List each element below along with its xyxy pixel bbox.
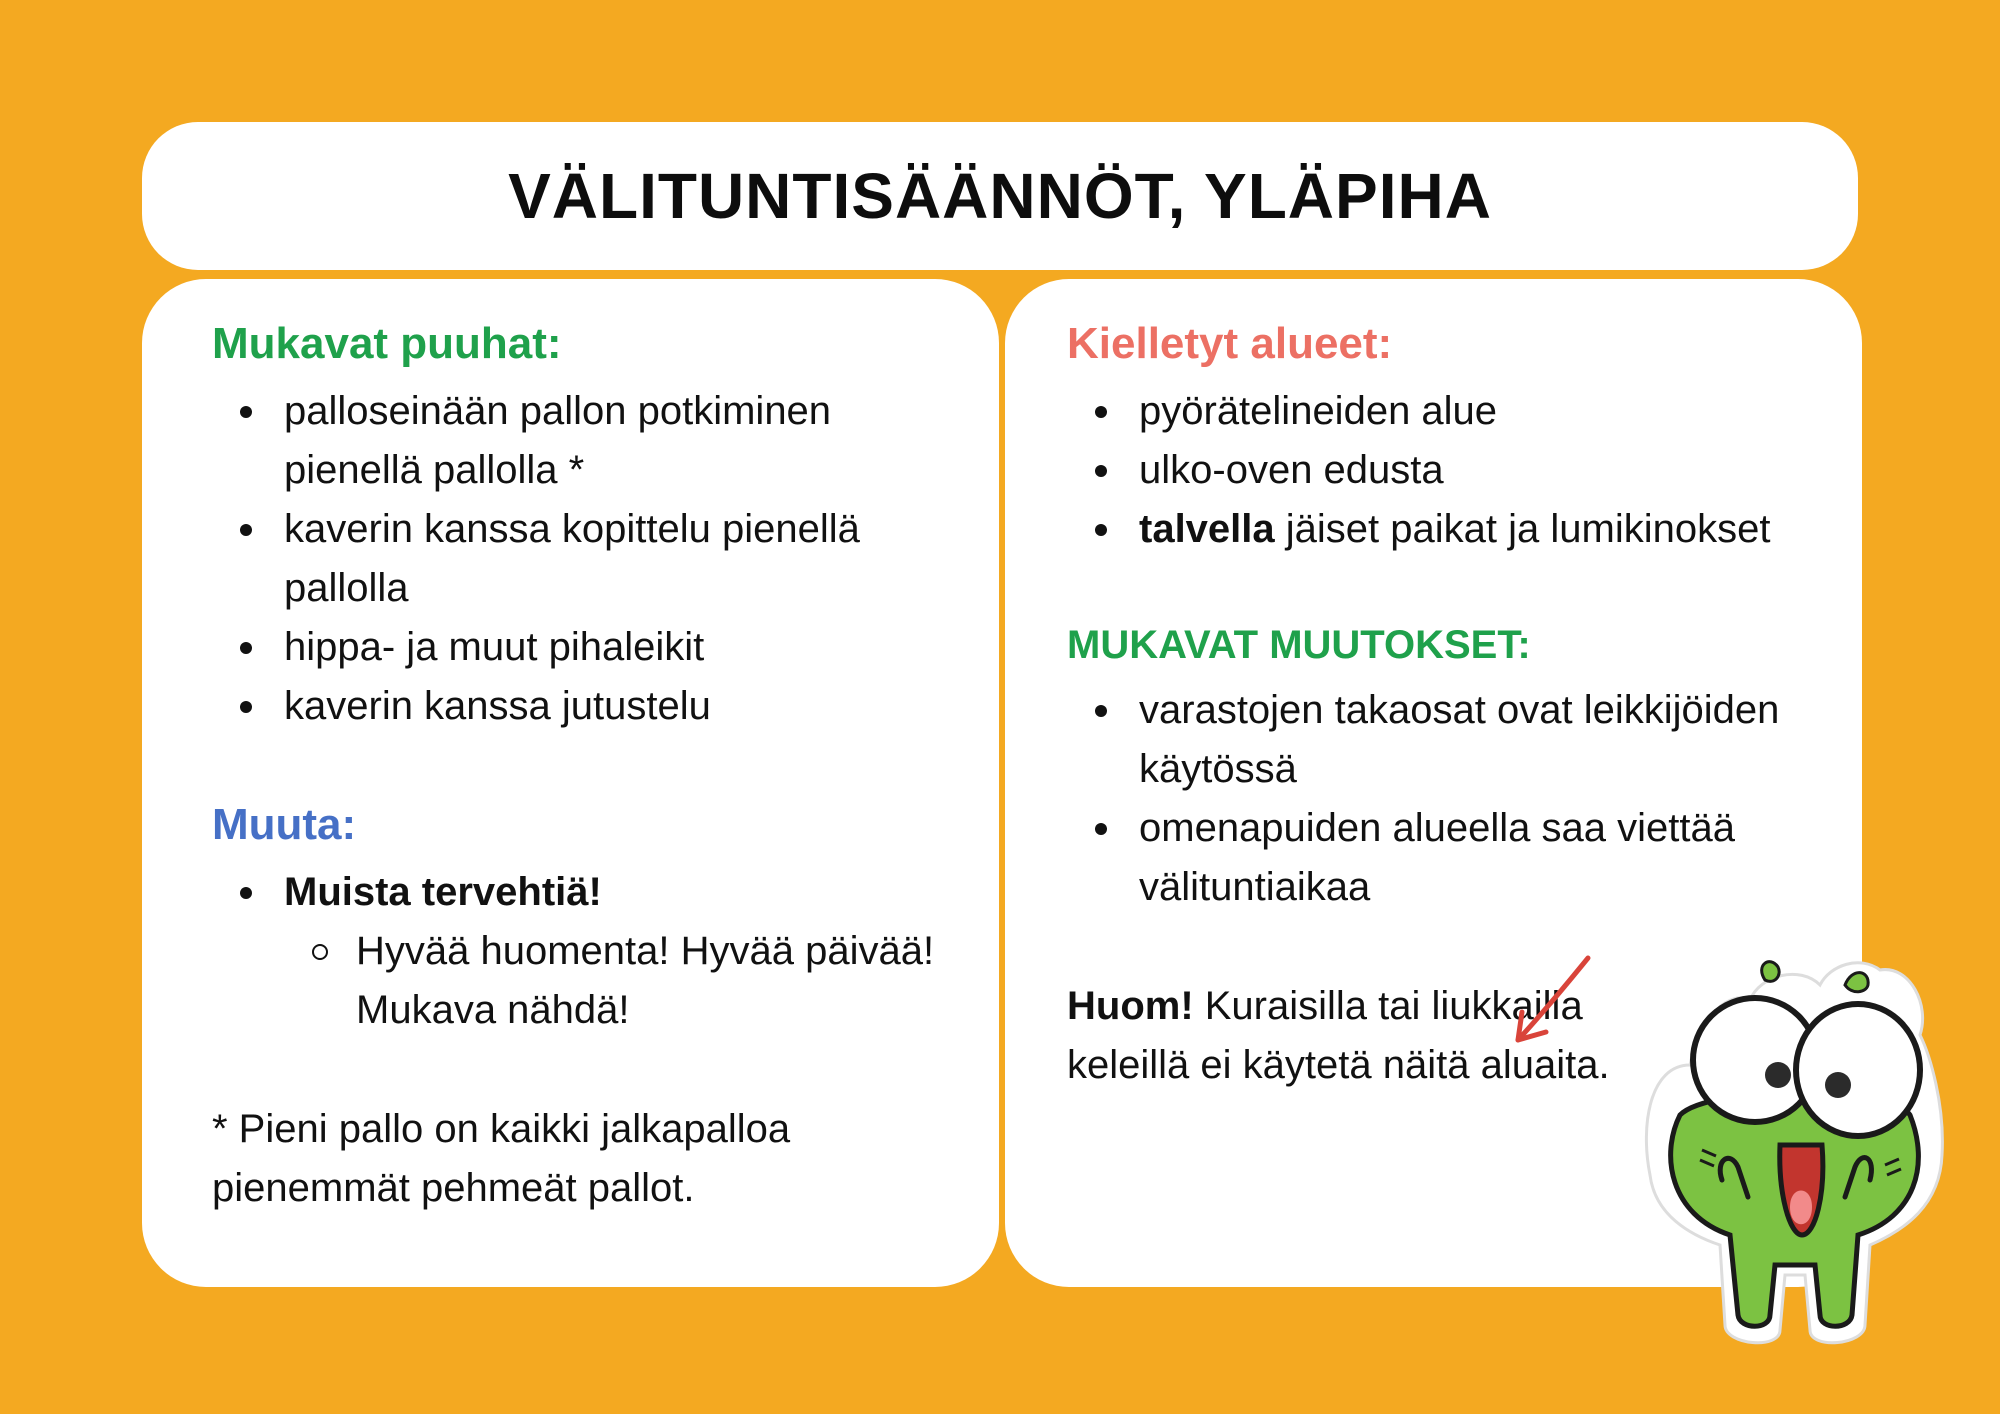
list-item: Hyvää huomenta! Hyvää päivää! Mukava nähdä! <box>356 922 939 1040</box>
list-item: kaverin kanssa jutustelu <box>284 677 939 736</box>
other-heading: Muuta: <box>212 800 357 850</box>
frog-character-icon <box>1630 945 1960 1355</box>
list-item: pyörätelineiden alue <box>1139 382 1802 441</box>
list-item: omenapuiden alueella saa viettää välituntiaikaa <box>1139 799 1802 917</box>
list-item: palloseinään pallon potkiminen pienellä pallolla * <box>284 382 939 500</box>
footnote: * Pieni pallo on kaikki jalkapalloa pienemmät pehmeät pallot. <box>212 1107 791 1211</box>
list-item: varastojen takaosat ovat leikkijöiden käytössä <box>1139 681 1802 799</box>
left-card <box>142 279 999 1287</box>
forbidden-heading: Kielletyt alueet: <box>1067 319 1393 368</box>
list-item: kaverin kanssa kopittelu pienellä pallolla <box>284 500 939 618</box>
other-list <box>212 863 939 1040</box>
list-item <box>1139 500 1802 559</box>
changes-list <box>1067 681 1802 917</box>
list-item: ulko-oven edusta <box>1139 441 1802 500</box>
list-item: hippa- ja muut pihaleikit <box>284 618 939 677</box>
title-banner <box>142 122 1858 270</box>
greeting-rule: Muista tervehtiä! <box>284 870 602 915</box>
winter-text: jäiset paikat ja lumikinokset <box>1274 507 1771 552</box>
fun-heading: Mukavat puuhat: <box>212 319 562 368</box>
page-title: VÄLITUNTISÄÄNNÖT, YLÄPIHA <box>508 160 1492 232</box>
fun-list <box>212 382 939 736</box>
note-text: Kuraisilla tai liukkailla keleillä ei käytetä näitä aluaita. <box>1067 984 1610 1088</box>
forbidden-list <box>1067 382 1802 559</box>
sub-list <box>284 922 939 1040</box>
winter-label: talvella <box>1139 507 1275 552</box>
list-item <box>284 863 939 1040</box>
note-label: Huom! <box>1067 984 1194 1029</box>
arrow-icon <box>1500 950 1600 1050</box>
changes-heading: MUKAVAT MUUTOKSET: <box>1067 623 1531 668</box>
